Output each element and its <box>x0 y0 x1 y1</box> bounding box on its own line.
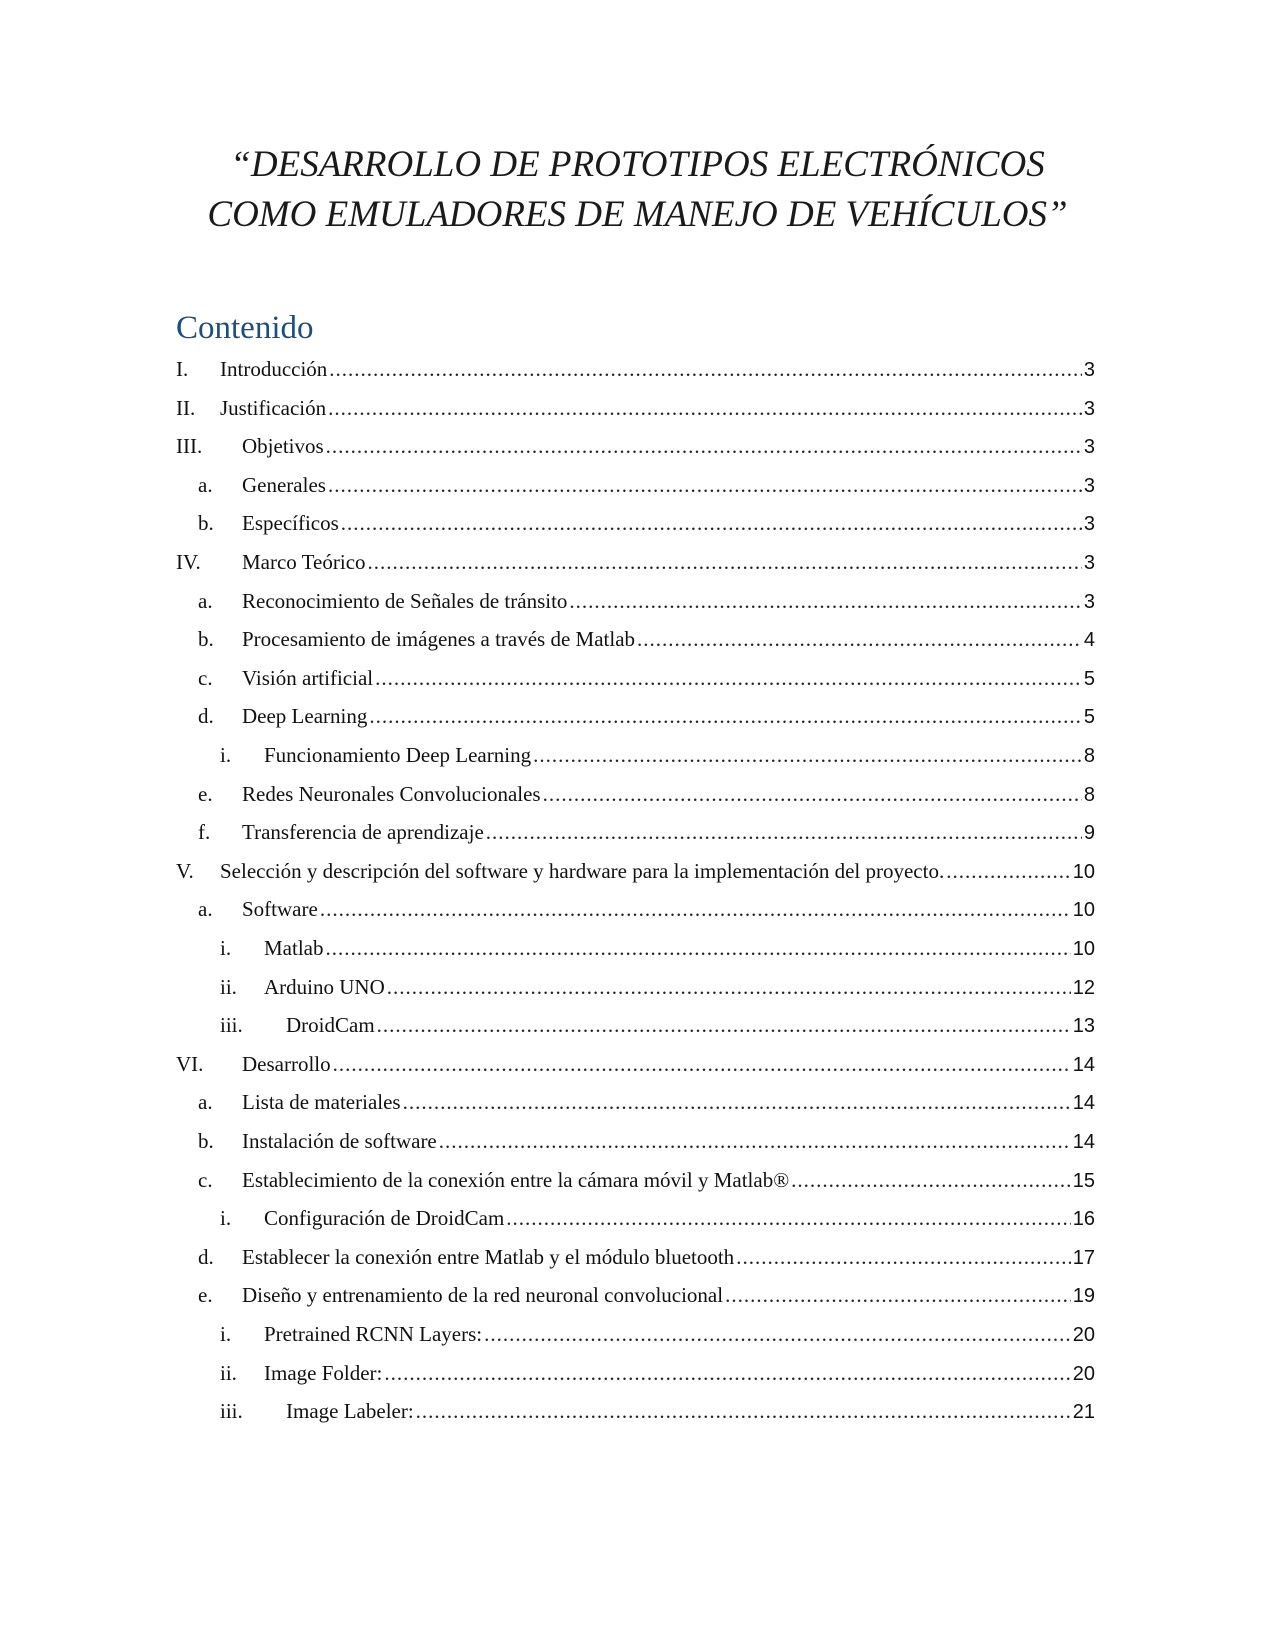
toc-entry-text: Desarrollo <box>242 1051 331 1076</box>
toc-entry-text: Lista de materiales <box>242 1090 401 1115</box>
dot-leader <box>439 1121 1071 1161</box>
toc-entry-page: 14 <box>1072 1131 1095 1153</box>
toc-entry-text: Arduino UNO <box>264 974 385 999</box>
dot-leader <box>326 426 1082 466</box>
toc-entry[interactable] <box>176 1353 1095 1393</box>
dot-leader <box>946 851 1071 891</box>
toc-entry-number: b. <box>198 1129 214 1153</box>
toc-entry[interactable] <box>176 349 1095 389</box>
toc-entry-page: 10 <box>1072 899 1095 922</box>
toc-heading: Contenido <box>176 310 314 346</box>
toc-entry-page: 5 <box>1083 706 1095 729</box>
toc-entry[interactable] <box>176 619 1095 659</box>
toc-entry-number: d. <box>198 704 214 729</box>
dot-leader <box>416 1391 1071 1431</box>
toc-entry-number: iii. <box>220 1013 243 1038</box>
toc-entry-number: V. <box>176 858 194 883</box>
dot-leader <box>375 658 1082 698</box>
toc-entry-text: Configuración de DroidCam <box>264 1206 505 1231</box>
toc-entry-number: b. <box>198 627 214 652</box>
toc-entry-page: 9 <box>1083 822 1095 845</box>
toc-entry[interactable] <box>176 1198 1095 1238</box>
dot-leader <box>791 1160 1071 1200</box>
toc-entry[interactable] <box>176 851 1095 891</box>
dot-leader <box>403 1082 1071 1122</box>
toc-entry[interactable] <box>176 967 1095 1007</box>
toc-entry-number: e. <box>198 1283 213 1308</box>
toc-entry-page: 3 <box>1083 436 1095 459</box>
toc-entry-page: 14 <box>1072 1092 1095 1115</box>
toc-entry-page: 14 <box>1072 1053 1095 1076</box>
toc-entry-page: 19 <box>1072 1285 1095 1308</box>
toc-entry-text: DroidCam <box>286 1013 375 1038</box>
toc-entry[interactable] <box>176 388 1095 428</box>
toc-entry-text: Redes Neuronales Convolucionales <box>242 781 541 806</box>
toc-entry-text: Image Folder: <box>264 1360 383 1385</box>
toc-entry[interactable] <box>176 465 1095 505</box>
toc-entry-number: VI. <box>176 1051 204 1076</box>
toc-entry-number: e. <box>198 781 213 806</box>
toc-entry-text: Selección y descripción del software y hardware para la implementación del proyecto. <box>220 858 945 883</box>
toc-entry-page: 10 <box>1072 860 1095 883</box>
toc-entry-page: 16 <box>1072 1208 1095 1231</box>
toc-entry-number: IV. <box>176 550 201 574</box>
toc-entry-page: 12 <box>1072 976 1095 999</box>
dot-leader <box>329 349 1082 389</box>
dot-leader <box>384 1353 1070 1393</box>
toc-entry-page: 5 <box>1083 667 1095 690</box>
toc-entry[interactable] <box>176 1121 1095 1161</box>
toc-entry[interactable] <box>176 696 1095 736</box>
toc-entry-page: 10 <box>1072 938 1095 960</box>
toc-entry-number: iii. <box>220 1399 243 1424</box>
dot-leader <box>637 619 1082 659</box>
toc-entry[interactable] <box>176 1275 1095 1315</box>
toc-entry-text: Reconocimiento de Señales de tránsito <box>242 588 568 613</box>
toc-entry[interactable] <box>176 812 1095 852</box>
dot-leader <box>320 889 1071 929</box>
dot-leader <box>569 581 1081 621</box>
toc-entry-text: Matlab <box>264 936 324 960</box>
toc-entry-number: II. <box>176 395 196 420</box>
toc-entry-number: c. <box>198 1167 213 1192</box>
toc-entry-text: Específicos <box>242 511 339 536</box>
dot-leader <box>486 812 1082 852</box>
toc-entry-text: Software <box>242 897 318 922</box>
toc-entry-page: 3 <box>1083 552 1095 574</box>
toc-entry[interactable] <box>176 426 1095 466</box>
dot-leader <box>328 465 1082 505</box>
toc-entry-page: 15 <box>1072 1169 1095 1192</box>
toc-entry[interactable] <box>176 774 1095 814</box>
dot-leader <box>506 1198 1070 1238</box>
toc-entry-text: Image Labeler: <box>286 1399 414 1424</box>
document-title <box>130 140 1145 240</box>
toc-entry-page: 3 <box>1083 474 1095 497</box>
toc-entry-number: a. <box>198 897 213 922</box>
toc-entry[interactable] <box>176 1005 1095 1045</box>
toc-entry-page: 21 <box>1072 1401 1095 1424</box>
toc-entry-number: b. <box>198 511 214 536</box>
toc-entry-page: 3 <box>1083 359 1095 381</box>
toc-entry-number: ii. <box>220 1360 237 1385</box>
toc-entry-number: a. <box>198 588 213 613</box>
toc-entry[interactable] <box>176 1391 1095 1431</box>
toc-entry-page: 20 <box>1072 1324 1095 1346</box>
toc-entry-text: Establecimiento de la conexión entre la cámara móvil y Matlab® <box>242 1167 790 1192</box>
toc-entry-text: Introducción <box>220 357 328 381</box>
toc-entry[interactable] <box>176 581 1095 621</box>
toc-entry[interactable] <box>176 1237 1095 1277</box>
toc-entry-page: 8 <box>1083 783 1095 806</box>
toc-entry[interactable] <box>176 928 1095 968</box>
toc-entry[interactable] <box>176 542 1095 582</box>
toc-entry[interactable] <box>176 658 1095 698</box>
toc-entry-text: Pretrained RCNN Layers: <box>264 1322 483 1346</box>
toc-entry-number: d. <box>198 1244 214 1269</box>
toc-entry-page: 4 <box>1083 629 1095 652</box>
toc-entry[interactable] <box>176 735 1095 775</box>
toc-entry-text: Justificación <box>220 395 327 420</box>
toc-entry-text: Procesamiento de imágenes a través de Matlab <box>242 627 636 652</box>
toc-entry-page: 3 <box>1083 590 1095 613</box>
toc-entry[interactable] <box>176 1082 1095 1122</box>
toc-entry[interactable] <box>176 1160 1095 1200</box>
toc-entry-page: 3 <box>1083 513 1095 536</box>
toc-entry-number: III. <box>176 434 203 459</box>
toc-entry-number: a. <box>198 1090 213 1115</box>
toc-entry-number: i. <box>220 743 232 767</box>
toc-entry-page: 17 <box>1072 1246 1095 1269</box>
toc-entry-page: 3 <box>1083 397 1095 420</box>
toc-entry[interactable] <box>176 1044 1095 1084</box>
toc-entry-page: 8 <box>1083 745 1095 767</box>
toc-entry-number: I. <box>176 357 189 381</box>
toc-entry-text: Generales <box>242 472 326 497</box>
dot-leader <box>736 1237 1071 1277</box>
toc-entry-text: Establecer la conexión entre Matlab y el módulo bluetooth <box>242 1244 735 1269</box>
toc-entry-text: Funcionamiento Deep Learning <box>264 743 532 767</box>
dot-leader <box>543 774 1082 814</box>
toc-entry[interactable] <box>176 1314 1095 1354</box>
toc-entry-text: Transferencia de aprendizaje <box>242 820 484 845</box>
toc-entry-text: Marco Teórico <box>242 550 366 574</box>
toc-entry-text: Diseño y entrenamiento de la red neuronal convolucional <box>242 1283 724 1308</box>
toc-entry-number: ii. <box>220 974 237 999</box>
toc-entry-text: Deep Learning <box>242 704 368 729</box>
toc-entry-number: i. <box>220 936 232 960</box>
toc-entry[interactable] <box>176 889 1095 929</box>
title-line-2: COMO EMULADORES DE MANEJO DE VEHÍCULOS” <box>207 194 1068 235</box>
toc-entry-text: Objetivos <box>242 434 324 459</box>
dot-leader <box>333 1044 1071 1084</box>
dot-leader <box>341 503 1082 543</box>
dot-leader <box>328 388 1082 428</box>
dot-leader <box>368 542 1082 582</box>
dot-leader <box>533 735 1082 775</box>
dot-leader <box>369 696 1082 736</box>
dot-leader <box>387 967 1071 1007</box>
toc-entry-number: i. <box>220 1206 232 1231</box>
toc-entry-number: a. <box>198 472 213 497</box>
dot-leader <box>484 1314 1071 1354</box>
dot-leader <box>325 928 1070 968</box>
toc-entry-text: Instalación de software <box>242 1129 437 1153</box>
toc-entry-page: 13 <box>1072 1015 1095 1038</box>
toc-entry-page: 20 <box>1072 1362 1095 1385</box>
toc-entry[interactable] <box>176 503 1095 543</box>
dot-leader <box>725 1275 1071 1315</box>
toc-entry-text: Visión artificial <box>242 665 374 690</box>
toc-entry-number: c. <box>198 665 213 690</box>
dot-leader <box>377 1005 1071 1045</box>
toc-entry-number: f. <box>198 820 211 845</box>
title-line-1: “DESARROLLO DE PROTOTIPOS ELECTRÓNICOS <box>230 144 1045 185</box>
toc-entry-number: i. <box>220 1322 232 1346</box>
